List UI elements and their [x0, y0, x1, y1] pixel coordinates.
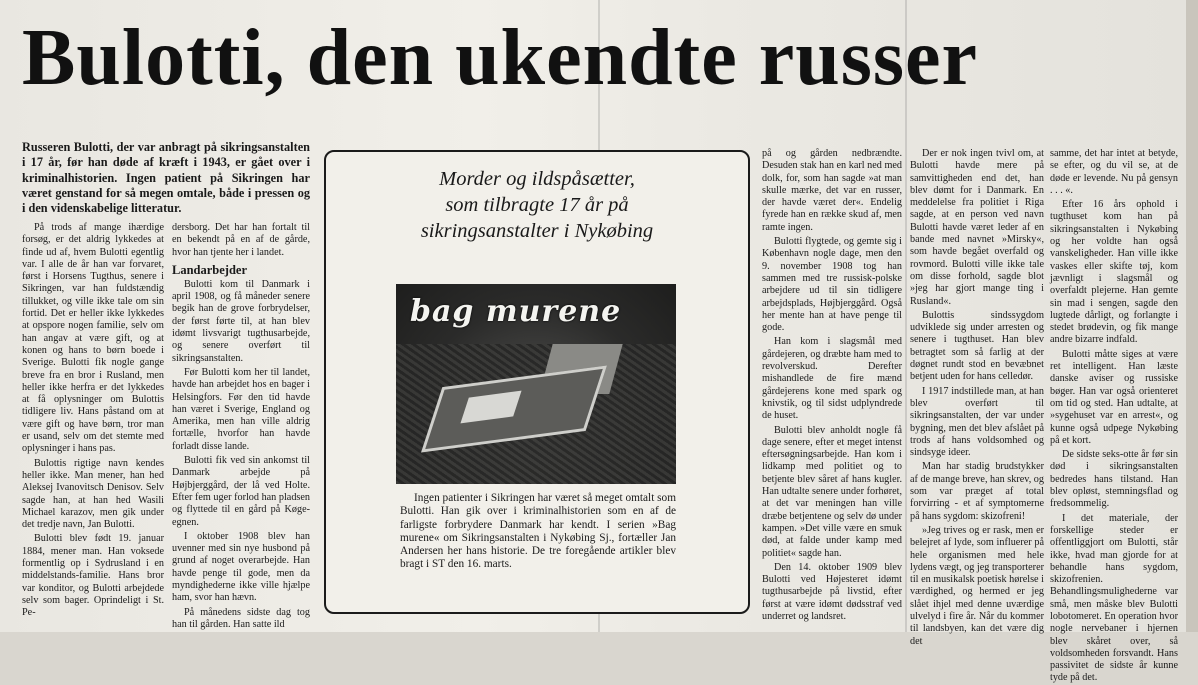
paragraph: Bulottis rigtige navn kendes heller ikke. Man mener, han hed Aleksej Ivanovitsch Denisov. Selv sagde han, at han hed Wasili Michael karazov, men gik under det tredje navn, Jan Bulotti. — [22, 457, 164, 531]
paragraph: Bulotti fik ved sin ankomst til Danmark arbejde på Højbjerggård, der lå ved Holte. Efter fem uger forlod han pladsen og flyttede til en gård på Køge-egnen. — [172, 455, 310, 528]
paragraph: På trods af mange ihærdige forsøg, er det aldrig lykkedes at finde ud af, hvem Bulotti egentlig var. I alle de år han var forvaret, først i Horsens Tugthus, senere i Sikringen, var han fuldstændig tillukket, og ville ikke tale om sin fortid. Det er heller ikke lykkedes at opspore nogen familie, selv om han angav at være gift, og at konen og hans to børn boede i Sverige. Bulotti fik nogle gange breve fra en bror i Rusland, men heller ikke herfra er det lykkedes at få oplysninger om Bulottis tidligere liv. Hans påstand om at være gift og have børn, tror man er usand, selv om det stemte med oplysninger i hans pas. — [22, 222, 164, 455]
paragraph: I oktober 1908 blev han uvenner med sin nye husbond på grund af noget overarbejde. Han havde penge til gode, men da myndighederne ikke ville hjælpe ham, svor han hævn. — [172, 530, 310, 604]
feature-box — [324, 150, 750, 614]
paragraph: Der er nok ingen tvivl om, at Bulotti havde mere på samvittigheden end det, han blev dømt for i Danmark. En meddelelse fra politiet i Riga sagde, at en person ved navn Bulotti havde været leder af en bande med navnet »Mirsky«, som havde begået overfald og rovmord. Bulotti ville ikke tale om disse forhold, sagde blot »jeg har gjort mange ting i Rusland«. — [910, 148, 1044, 307]
paragraph: på og gården nedbrændte. Desuden stak han en karl ned med dolk, for, som han sagde »at man skulle mærke, det var en russer, der havde været der«. Endelig fyrede han en række skud af, men ramte ingen. — [762, 148, 902, 233]
headline: Bulotti, den ukendte russer — [22, 14, 978, 102]
paragraph: I 1917 indstillede man, at han blev overført til sikringsanstalten, der var under bygning, men det blev afslået på trods af hans voldsomhed og sindsyge ideer. — [910, 385, 1044, 459]
paragraph: Bulotti flygtede, og gemte sig i København nogle dage, men den 9. november 1908 tog han sammen med tre russisk-polske arbejdere ud til sin tidligere arbejdsplads, Højbjerggård. Også her mente han at have penge til gode. — [762, 236, 902, 334]
paragraph: De sidste seks-otte år før sin død i sikringsanstalten bedredes hans tilstand. Han blev opløst, stemningsflad og fredsommelig. — [1050, 449, 1178, 510]
paragraph: Bulotti blev anholdt nogle få dage senere, efter et meget intenst eftersøgningsarbejde. Han kom i lidkamp med politiet og to betjente blev såret af hans kugler. Han udtalte senere under forhøret, at det var meningen han ville dræbe betjentene og selv dø under kampen. »Det ville være en smuk død, at falde under kamp med politiet« sagde han. — [762, 424, 902, 559]
paragraph: »Jeg trives og er rask, men er belejret af lyde, som influerer på hele organismen med hele lydens vægt, og jeg transporterer til en musikalsk poetisk hørelse i værdighed, og hermed er jeg slået ihjel med denne uværdige ulvelyd i fire år. Når du kommer til landsbyen, kan det være dig det — [910, 524, 1044, 647]
box-title-line: sikringsanstalter i Nykøbing — [420, 220, 654, 242]
paragraph: Bulotti kom til Danmark i april 1908, og få måneder senere begik han de grove forbrydelser, der først førte til, at han blev idømt livsvarigt tugthusarbejde, og senere overført til sikringsanstalten. — [172, 278, 310, 364]
lead-paragraph: Russeren Bulotti, der var anbragt på sikringsanstalten i 17 år, før han døde af kræft i 1943, er gået over i kriminalhistorien. Ingen patient på Sikringen har været genstand for så megen omtale, både i pressen og i den videnskabelige litteratur. — [22, 140, 310, 216]
column-2 — [172, 222, 310, 630]
box-title — [326, 166, 748, 244]
column-6 — [1050, 148, 1178, 684]
photo-caption: bag murene — [410, 294, 622, 329]
paragraph: dersborg. Det har han fortalt til en bekendt på en af de gårde, hvor han tjente her i landet. — [172, 222, 310, 258]
column-5 — [910, 148, 1044, 647]
column-4 — [762, 148, 902, 622]
box-title-line: Morder og ildspåsætter, — [439, 168, 635, 190]
box-title-line: som tilbragte 17 år på — [445, 194, 629, 216]
paragraph: Før Bulotti kom her til landet, havde han arbejdet hos en bager i Helsingfors. Før den tid havde han været i Sverige, England og Amerika, men han ville aldrig fortælle, hvorfor han havde forladt disse lande. — [172, 366, 310, 452]
paragraph: På månedens sidste dag tog han til gården. Han satte ild — [172, 606, 310, 630]
paragraph: Man har stadig brudstykker af de mange breve, han skrev, og som var præget af total forvirring - et af symptomerne på hans sygdom: skizofreni! — [910, 461, 1044, 522]
paragraph: Bulottis sindssygdom udviklede sig under arresten og senere i tugthuset. Han blev betragtet som så farlig at der døgnet rundt stod en bevæbnet betjent uden for hans celledør. — [910, 309, 1044, 383]
paragraph: I det materiale, der forskellige steder er offentliggjort om Bulotti, står ikke, hvad man gjorde for at behandle hans sygdom, skizofrenien. Behandlingsmulighederne var små, men måske blev Bulotti lobotomeret. En operation hvor nogle nervebaner i hjernen blev skåret over, så voldsomheden forsvandt. Hans passivitet de sidste år kunne tyde på det. — [1050, 512, 1178, 684]
box-text — [400, 492, 676, 572]
backing-board — [1186, 0, 1198, 632]
paragraph: Ingen patienter i Sikringen har været så meget omtalt som Bulotti. Han gik over i kriminalhistorien som en af de farligste forbrydere Danmark har kendt. I serien »Bag murene« om Sikringsanstalten i Nykøbing Sj., fortæller Jan Andersen her hans historie. De tre foregående artikler blev bragt i ST den 16. marts. — [400, 492, 676, 571]
paragraph: Bulotti måtte siges at være ret intelligent. Han læste danske aviser og russiske bøger. Han var også orienteret om tid og sted. Han udtalte, at »sygehuset var en arrest«, og kunne også udpege Nykøbing på et kort. — [1050, 348, 1178, 446]
subheading: Landarbejder — [172, 262, 247, 277]
paragraph: samme, det har intet at betyde, se efter, og du vil se, at de døde er levende. Nu på gensyn . . . «. — [1050, 148, 1178, 196]
aerial-photo — [396, 284, 676, 484]
paragraph: Efter 16 års ophold i tugthuset kom han på sikringsanstalten i Nykøbing og her voldte han også vanskeligheder. Han ville ikke vaskes eller skifte tøj, kom jævnligt i slagsmål og overfaldt plejerne. Han gemte sin mad i sengen, sagde den lugtede dårligt, og forlangte i stedet brødevin, og fik mange andre bizarre indfald. — [1050, 199, 1178, 346]
paragraph: Den 14. oktober 1909 blev Bulotti ved Højesteret idømt tugthusarbejde på livstid, efter først at være idømt dødsstraf ved underret og landsret. — [762, 561, 902, 622]
column-1 — [22, 222, 164, 622]
paragraph: Bulotti blev født 19. januar 1884, mener man. Han voksede formentlig op i Sydrusland i en middelstands-familie. Hans bror var konditor, og Bulotti arbejdede selv som bager. Oprindeligt i St. Pe- — [22, 533, 164, 619]
paragraph: Han kom i slagsmål med gårdejeren, og dræbte ham med to revolverskud. Derefter mishandlede de fire mænd gårdejerens kone med spark og knivstik, og til sidst udplyndrede de huset. — [762, 336, 902, 422]
